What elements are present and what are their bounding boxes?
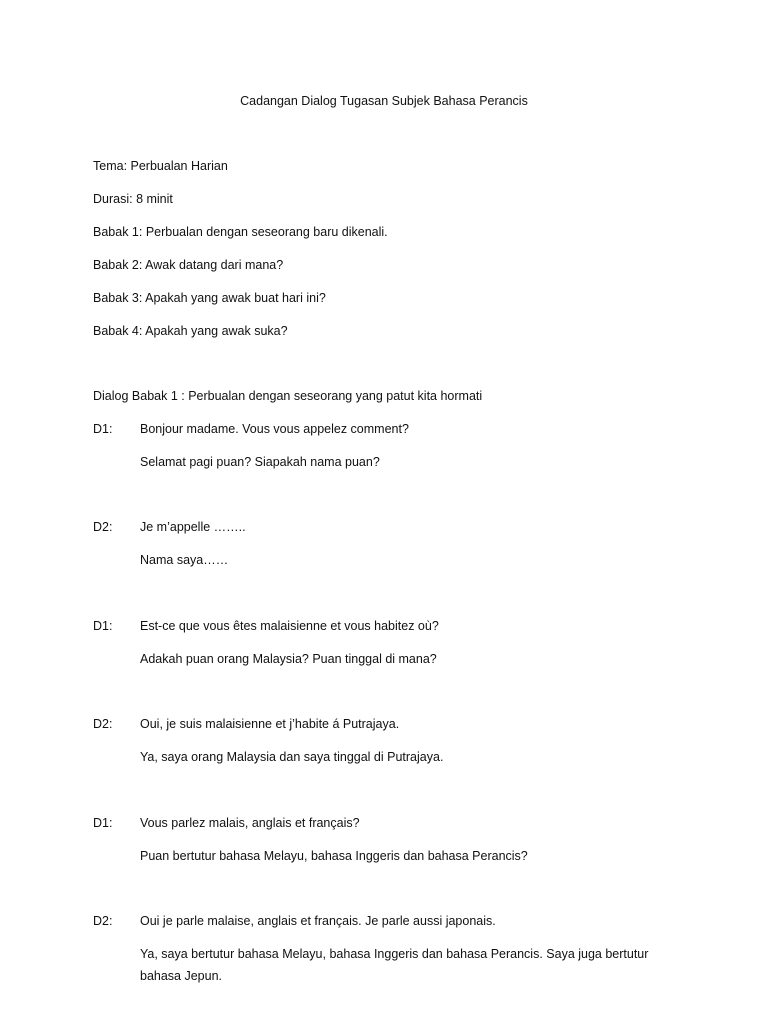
dialog-malay: Ya, saya bertutur bahasa Melayu, bahasa Inggeris dan bahasa Perancis. Saya juga bertutur bahasa Jepun. bbox=[140, 947, 649, 983]
theme-line: Tema: Perbualan Harian bbox=[93, 159, 228, 173]
dialog-speaker: D1: bbox=[93, 619, 113, 633]
dialog-french: Oui, je suis malaisienne et j’habite á Putrajaya. bbox=[140, 717, 400, 731]
dialog-malay: Puan bertutur bahasa Melayu, bahasa Inggeris dan bahasa Perancis? bbox=[140, 849, 528, 863]
dialog-speaker: D2: bbox=[93, 914, 113, 928]
dialog-speaker: D1: bbox=[93, 422, 113, 436]
section-heading: Dialog Babak 1 : Perbualan dengan seseorang yang patut kita hormati bbox=[93, 389, 483, 403]
dialog-malay: Selamat pagi puan? Siapakah nama puan? bbox=[140, 455, 380, 469]
scene-1-line: Babak 1: Perbualan dengan seseorang baru dikenali. bbox=[93, 225, 388, 239]
duration-line: Durasi: 8 minit bbox=[93, 192, 173, 206]
dialog-french: Est-ce que vous êtes malaisienne et vous habitez où? bbox=[140, 619, 439, 633]
dialog-malay: Nama saya…… bbox=[140, 553, 229, 567]
dialog-french: Vous parlez malais, anglais et français? bbox=[140, 816, 360, 830]
scene-2-line: Babak 2: Awak datang dari mana? bbox=[93, 258, 284, 272]
dialog-speaker: D2: bbox=[93, 520, 113, 534]
document-title: Cadangan Dialog Tugasan Subjek Bahasa Perancis bbox=[240, 94, 528, 108]
scene-3-line: Babak 3: Apakah yang awak buat hari ini? bbox=[93, 291, 326, 305]
dialog-french: Oui je parle malaise, anglais et français. Je parle aussi japonais. bbox=[140, 914, 496, 928]
dialog-french: Je m’appelle …….. bbox=[140, 520, 246, 534]
dialog-malay: Ya, saya orang Malaysia dan saya tinggal di Putrajaya. bbox=[140, 750, 444, 764]
dialog-malay: Adakah puan orang Malaysia? Puan tinggal di mana? bbox=[140, 652, 437, 666]
scene-4-line: Babak 4: Apakah yang awak suka? bbox=[93, 324, 288, 338]
dialog-speaker: D1: bbox=[93, 816, 113, 830]
dialog-french: Bonjour madame. Vous vous appelez comment? bbox=[140, 422, 409, 436]
dialog-speaker: D2: bbox=[93, 717, 113, 731]
